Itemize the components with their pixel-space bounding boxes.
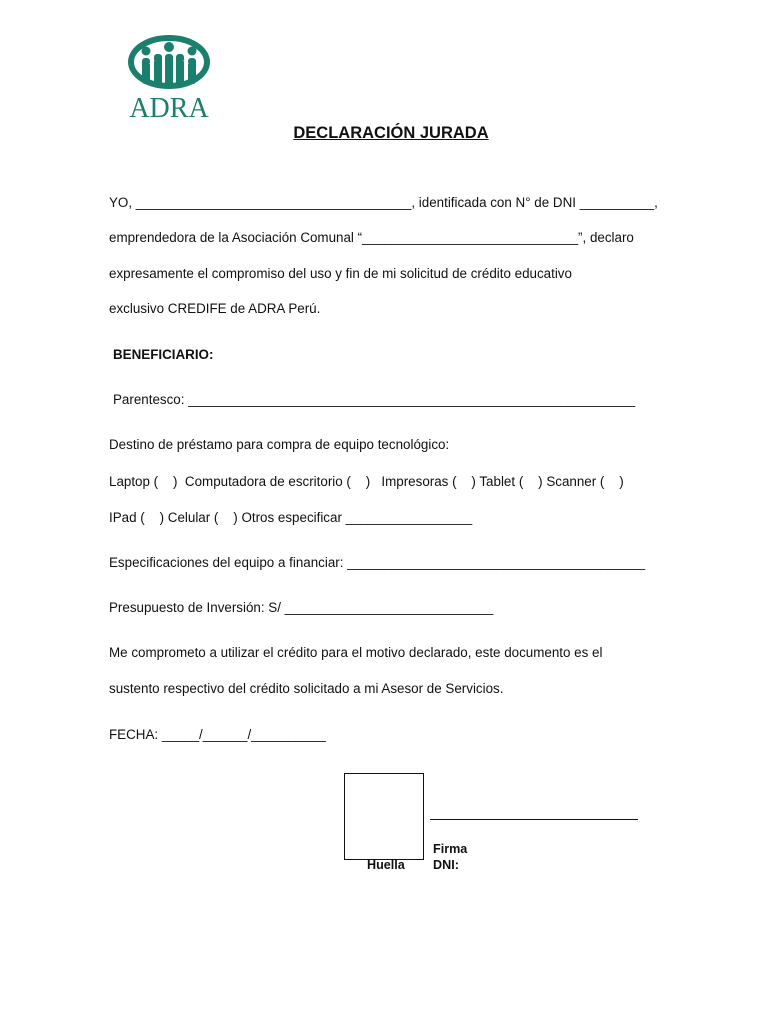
beneficiario-heading: BENEFICIARIO: xyxy=(113,347,214,362)
firma-label: Firma xyxy=(433,842,468,856)
compromiso-line-1: Me comprometo a utilizar el crédito para el motivo declarado, este documento es el xyxy=(109,645,603,660)
declaration-line-1: YO, _____________________________________, identificada con N° de DNI __________, xyxy=(109,195,658,210)
compromiso-line-2: sustento respectivo del crédito solicitado a mi Asesor de Servicios. xyxy=(109,681,504,696)
fingerprint-box xyxy=(344,773,424,860)
destino-label: Destino de préstamo para compra de equipo tecnológico: xyxy=(109,437,450,452)
equipment-options-row-2: IPad ( ) Celular ( ) Otros especificar _________________ xyxy=(109,510,473,525)
declaration-line-4: exclusivo CREDIFE de ADRA Perú. xyxy=(109,301,321,316)
especificaciones-field: Especificaciones del equipo a financiar: ________________________________________ xyxy=(109,555,646,570)
huella-label: Huella xyxy=(367,858,405,872)
equipment-options-row-1: Laptop ( ) Computadora de escritorio ( ) Impresoras ( ) Tablet ( ) Scanner ( ) xyxy=(109,474,624,489)
dni-label: DNI: xyxy=(433,858,459,872)
declaration-line-2: emprendedora de la Asociación Comunal “_____________________________”, declaro xyxy=(109,230,634,245)
signature-line xyxy=(430,819,638,820)
presupuesto-field: Presupuesto de Inversión: S/ ____________________________ xyxy=(109,600,494,615)
declaration-line-3: expresamente el compromiso del uso y fin de mi solicitud de crédito educativo xyxy=(109,266,572,281)
document-title: DECLARACIÓN JURADA xyxy=(293,124,489,142)
logo-text: ADRA xyxy=(129,93,209,124)
parentesco-field: Parentesco: ____________________________________________________________ xyxy=(113,392,636,407)
fecha-field: FECHA: _____/______/__________ xyxy=(109,727,326,742)
